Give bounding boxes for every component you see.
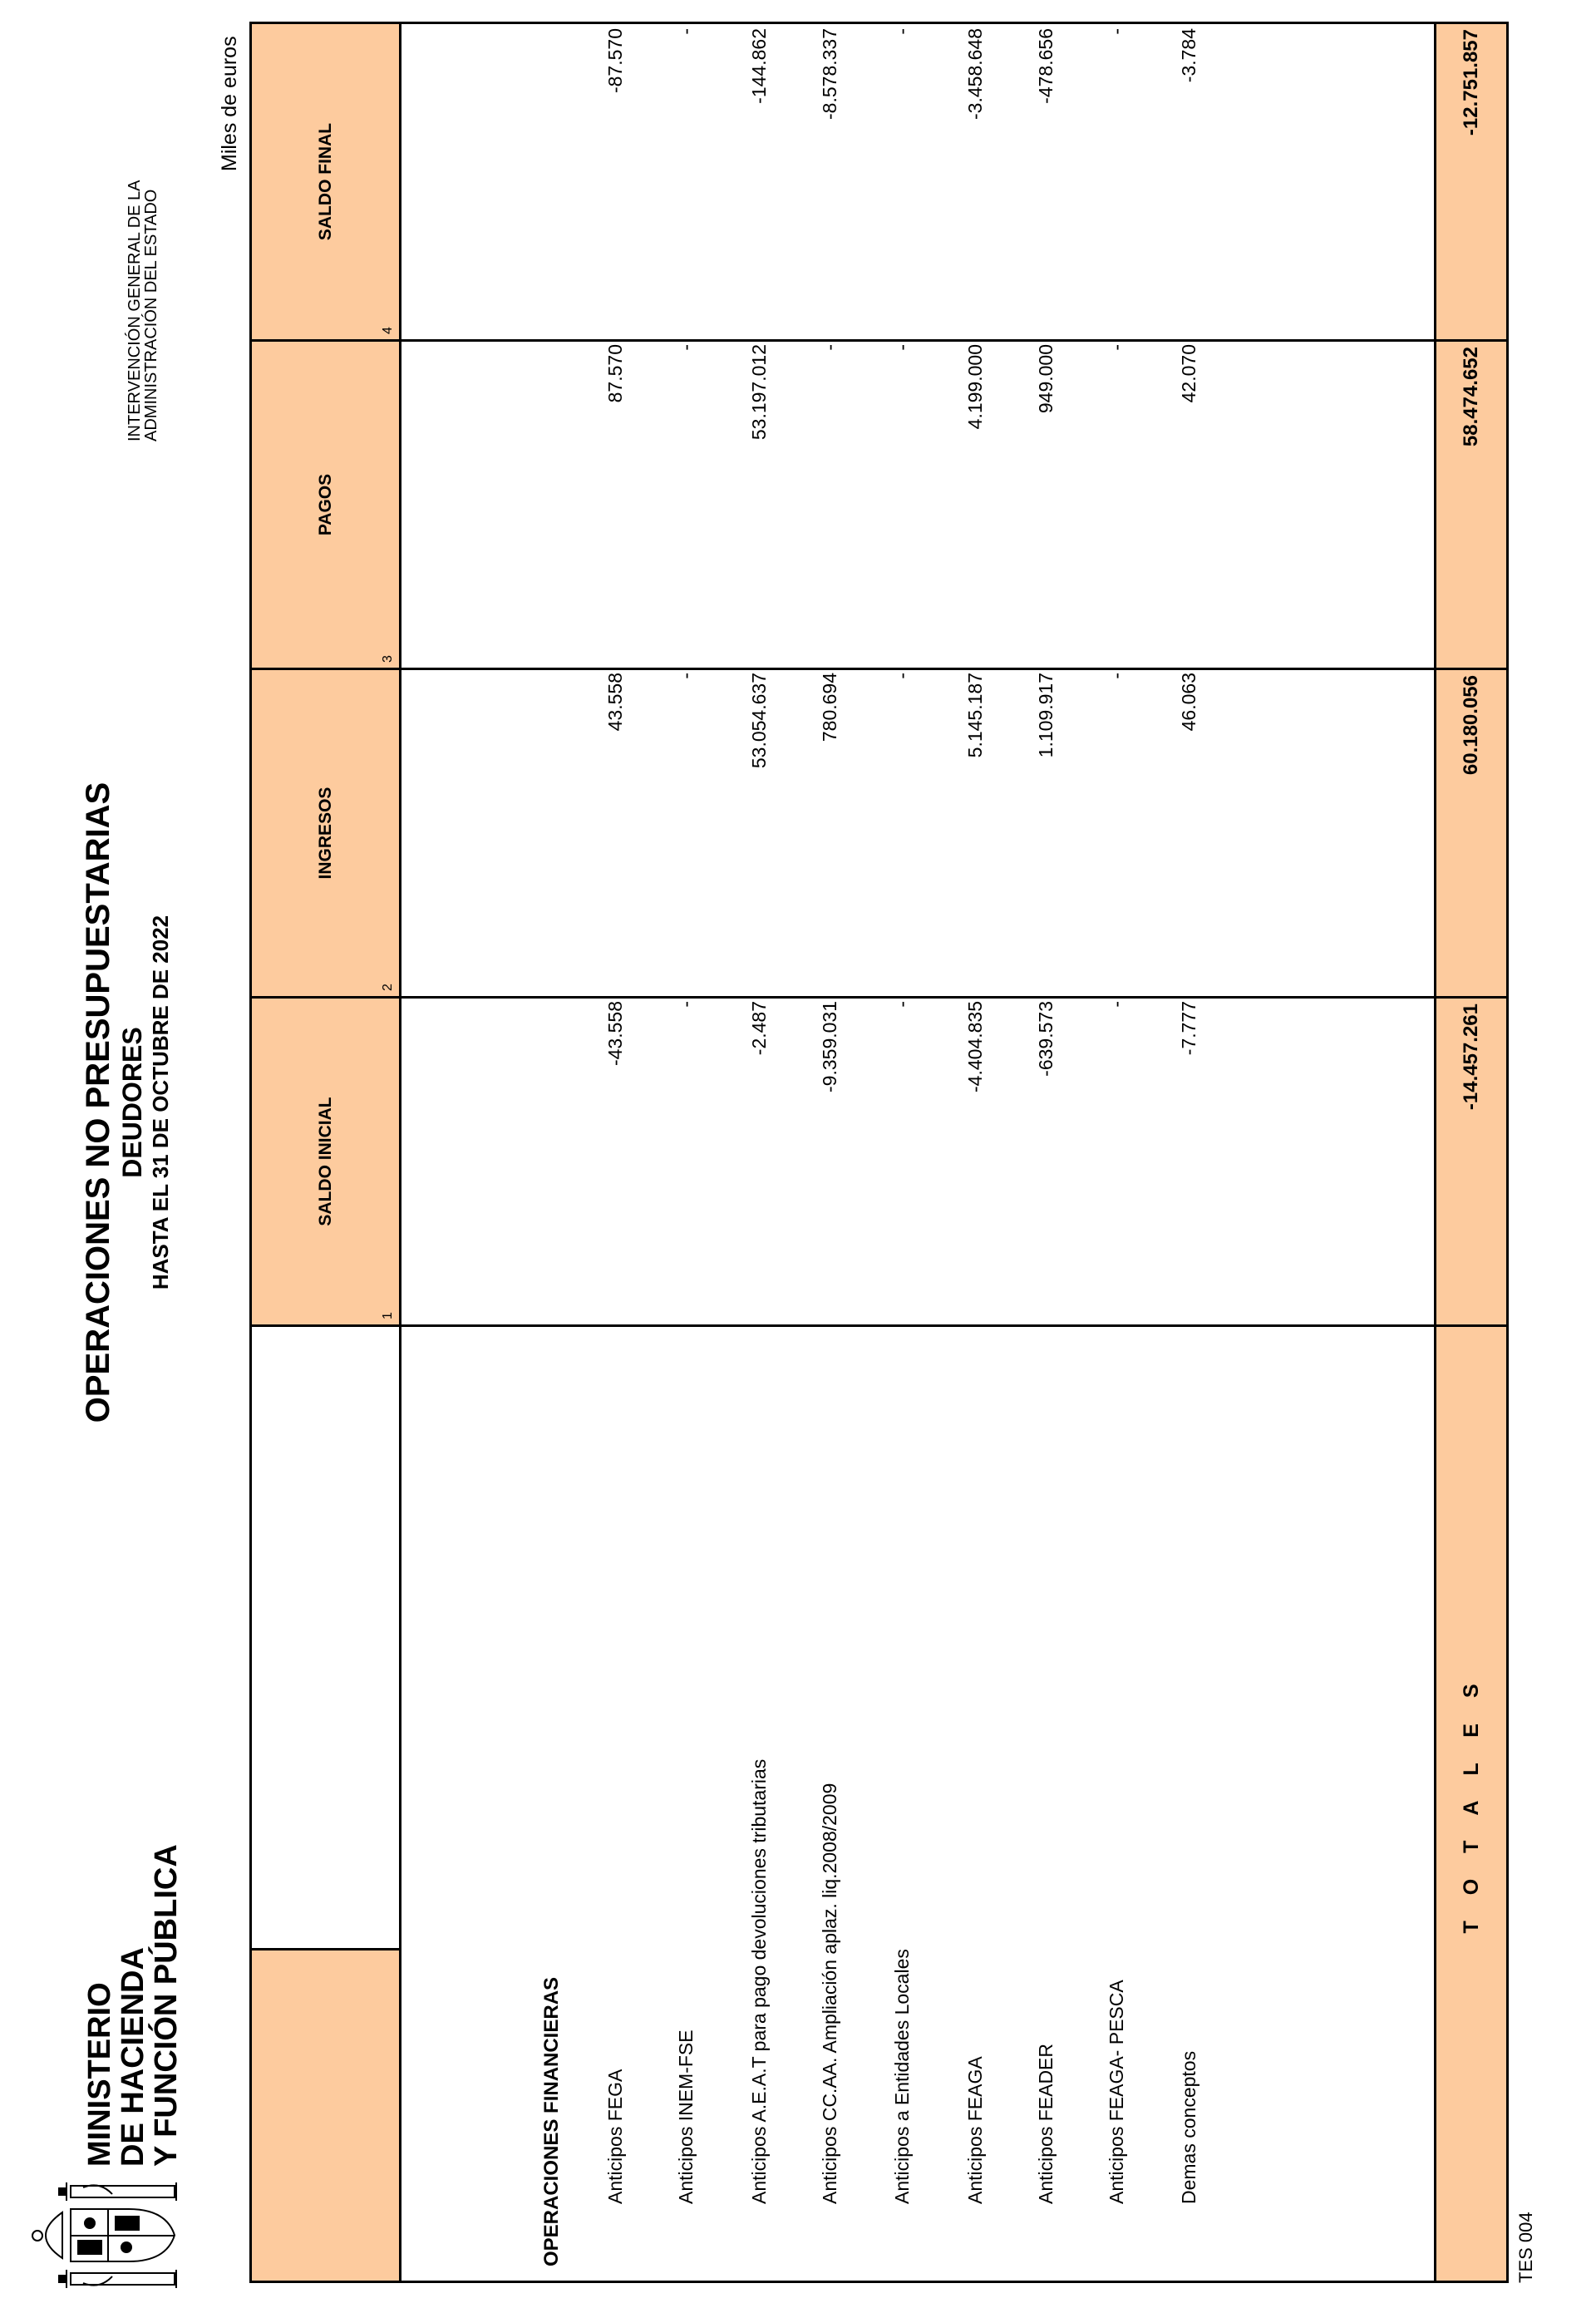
column-title: PAGOS bbox=[316, 473, 335, 536]
column-number: 4 bbox=[381, 327, 395, 334]
agency-line-1: INTERVENCIÓN GENERAL DE LA bbox=[126, 180, 144, 441]
row-value-saldo-final: - bbox=[1106, 28, 1127, 35]
report-title-block bbox=[79, 562, 174, 1643]
row-value-saldo-final: - bbox=[891, 28, 913, 35]
totals-value: -14.457.261 bbox=[1460, 1004, 1482, 1111]
row-value-pagos: 4.199.000 bbox=[964, 344, 986, 430]
row-value-saldo-inicial: -43.558 bbox=[604, 1001, 626, 1067]
row-value-saldo-final: -478.656 bbox=[1035, 28, 1057, 104]
row-value-saldo-inicial: -7.777 bbox=[1178, 1001, 1199, 1056]
report-subtitle: DEUDORES bbox=[117, 1027, 147, 1178]
row-value-saldo-final: -8.578.337 bbox=[819, 28, 840, 120]
row-value-ingresos: - bbox=[675, 673, 697, 679]
column-title: INGRESOS bbox=[316, 787, 335, 880]
ministry-line-3: Y FUNCIÓN PÚBLICA bbox=[149, 1844, 184, 2167]
row-value-pagos: 42.070 bbox=[1178, 344, 1199, 403]
row-label: Anticipos FEGA bbox=[604, 2069, 626, 2204]
row-value-saldo-final: -87.570 bbox=[604, 28, 626, 94]
section-title: OPERACIONES FINANCIERAS bbox=[540, 1976, 563, 2266]
table-frame bbox=[249, 22, 1509, 2283]
column-divider bbox=[249, 668, 1509, 670]
coat-of-arms-emblem bbox=[25, 2179, 187, 2291]
row-value-saldo-inicial: -639.573 bbox=[1035, 1001, 1057, 1077]
totals-divider bbox=[1434, 22, 1436, 2283]
row-label: Demas conceptos bbox=[1178, 2050, 1199, 2204]
row-label: Anticipos INEM-FSE bbox=[675, 2029, 697, 2204]
units-label: Miles de euros bbox=[218, 36, 241, 171]
row-value-pagos: - bbox=[819, 344, 840, 351]
report-title: OPERACIONES NO PRESUPUESTARIAS bbox=[80, 782, 116, 1423]
report-period: HASTA EL 31 DE OCTUBRE DE 2022 bbox=[148, 915, 173, 1290]
row-label: Anticipos FEAGA- PESCA bbox=[1106, 1980, 1127, 2204]
ministry-name bbox=[83, 1844, 183, 2167]
column-number: 1 bbox=[381, 1312, 395, 1319]
agency-line-2: ADMINISTRACIÓN DEL ESTADO bbox=[142, 189, 160, 441]
column-divider bbox=[249, 1948, 399, 1950]
column-title: SALDO FINAL bbox=[316, 122, 335, 241]
row-value-pagos: - bbox=[1106, 344, 1127, 351]
ministry-line-2: DE HACIENDA bbox=[116, 1947, 150, 2167]
totals-label: T O T A L E S bbox=[1460, 1674, 1483, 1934]
column-title: SALDO INICIAL bbox=[316, 1097, 335, 1226]
agency-name bbox=[126, 180, 160, 441]
row-value-saldo-inicial: -9.359.031 bbox=[819, 1001, 840, 1092]
row-value-pagos: 53.197.012 bbox=[748, 344, 770, 441]
row-value-pagos: - bbox=[891, 344, 913, 351]
row-value-saldo-inicial: -2.487 bbox=[748, 1001, 770, 1056]
row-value-saldo-final: -144.862 bbox=[748, 28, 770, 104]
row-label: Anticipos A.E.A.T para pago devoluciones tributarias bbox=[748, 1758, 770, 2204]
row-label: Anticipos CC.AA. Ampliación aplaz. liq.2008/2009 bbox=[819, 1783, 840, 2204]
column-number: 2 bbox=[381, 984, 395, 991]
totals-value: -12.751.857 bbox=[1460, 29, 1482, 136]
column-divider bbox=[249, 339, 1509, 342]
row-value-pagos: 87.570 bbox=[604, 344, 626, 403]
totals-value: 60.180.056 bbox=[1460, 675, 1482, 776]
row-value-ingresos: 780.694 bbox=[819, 673, 840, 742]
column-divider bbox=[249, 996, 1509, 999]
report-code: TES 004 bbox=[1515, 2212, 1536, 2283]
row-label: Anticipos FEAGA bbox=[964, 2056, 986, 2204]
row-value-ingresos: 43.558 bbox=[604, 673, 626, 732]
header-divider bbox=[399, 22, 401, 2283]
row-value-saldo-final: - bbox=[675, 28, 697, 35]
column-number: 3 bbox=[381, 655, 395, 663]
row-value-saldo-inicial: - bbox=[891, 1001, 913, 1008]
row-value-saldo-inicial: - bbox=[1106, 1001, 1127, 1008]
row-value-ingresos: 46.063 bbox=[1178, 673, 1199, 732]
column-divider bbox=[249, 1324, 1509, 1327]
row-value-ingresos: - bbox=[1106, 673, 1127, 679]
row-value-saldo-inicial: -4.404.835 bbox=[964, 1001, 986, 1092]
row-label: Anticipos a Entidades Locales bbox=[891, 1949, 913, 2204]
row-value-ingresos: 53.054.637 bbox=[748, 673, 770, 769]
row-value-pagos: - bbox=[675, 344, 697, 351]
totals-value: 58.474.652 bbox=[1460, 347, 1482, 447]
row-value-ingresos: 1.109.917 bbox=[1035, 673, 1057, 758]
row-value-saldo-final: -3.458.648 bbox=[964, 28, 986, 120]
row-value-ingresos: - bbox=[891, 673, 913, 679]
row-value-ingresos: 5.145.187 bbox=[964, 673, 986, 758]
row-value-pagos: 949.000 bbox=[1035, 344, 1057, 414]
row-value-saldo-inicial: - bbox=[675, 1001, 697, 1008]
row-value-saldo-final: -3.784 bbox=[1178, 28, 1199, 83]
row-label: Anticipos FEADER bbox=[1035, 2043, 1057, 2204]
ministry-line-1: MINISTERIO bbox=[82, 1982, 117, 2167]
